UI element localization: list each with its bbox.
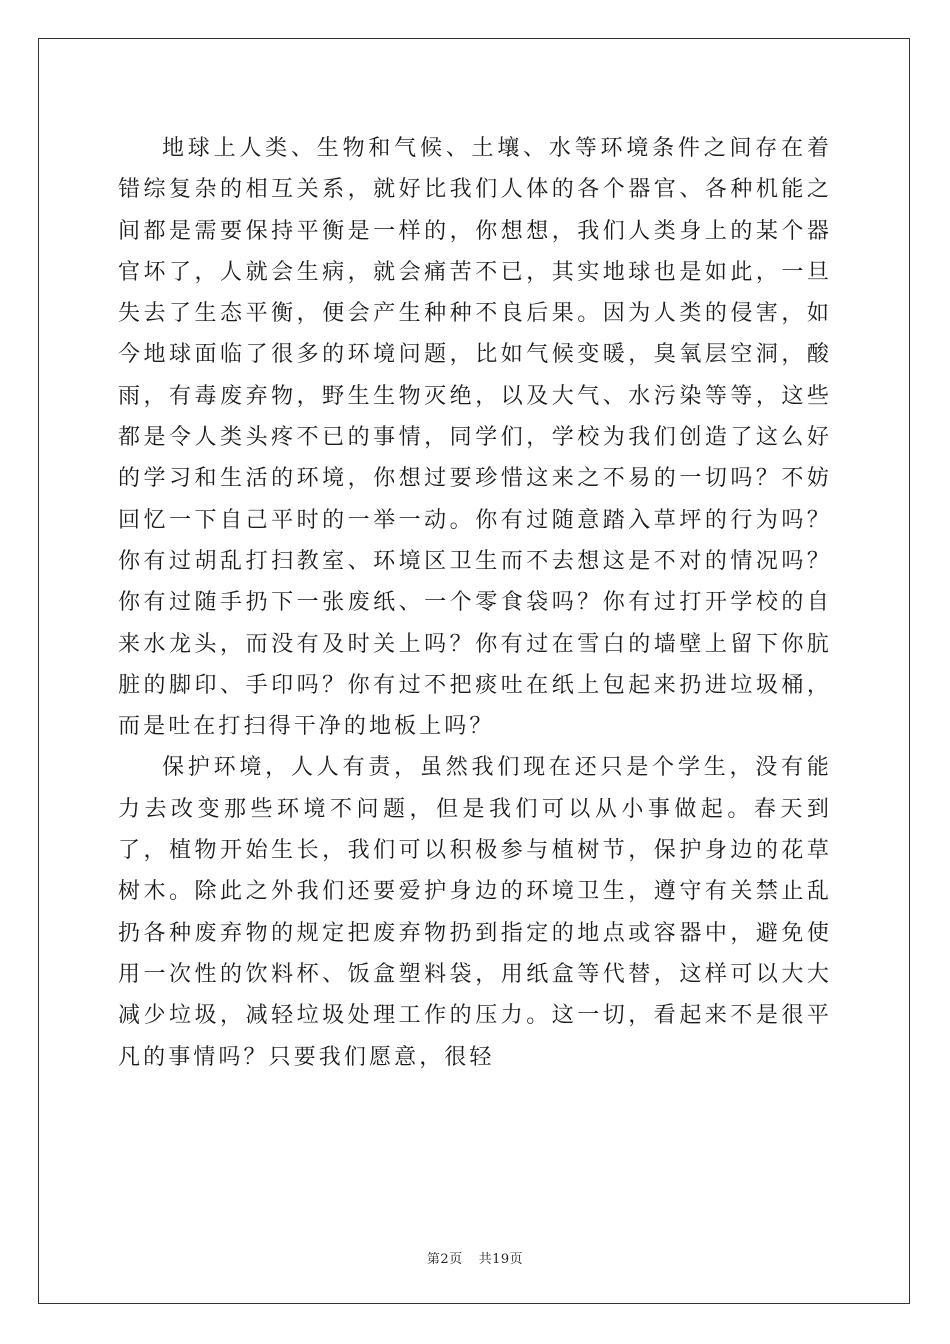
page-footer (0, 1248, 950, 1267)
page-number-total: 共19页 (478, 1252, 524, 1267)
page-number-current: 第2页 (426, 1252, 463, 1267)
document-body (118, 128, 832, 1078)
paragraph-2: 保护环境，人人有责，虽然我们现在还只是个学生，没有能力去改变那些环境不问题，但是我们可以从小事做起。春天到了，植物开始生长，我们可以积极参与植树节，保护身边的花草树木。除此之外我们还要爱护身边的环境卫生，遵守有关禁止乱扔各种废弃物的规定把废弃物扔到指定的地点或容器中，避免使用一次性的饮料杯、饭盒塑料袋，用纸盒等代替，这样可以大大减少垃圾，减轻垃圾处理工作的压力。这一切，看起来不是很平凡的事情吗？只要我们愿意，很轻 (118, 755, 832, 1070)
paragraph-1: 地球上人类、生物和气候、土壤、水等环境条件之间存在着错综复杂的相互关系，就好比我们人体的各个器官、各种机能之间都是需要保持平衡是一样的，你想想，我们人类身上的某个器官坏了，人就会生病，就会痛苦不已，其实地球也是如此，一旦失去了生态平衡，便会产生种种不良后果。因为人类的侵害，如今地球面临了很多的环境问题，比如气候变暖，臭氧层空洞，酸雨，有毒废弃物，野生生物灭绝，以及大气、水污染等等，这些都是令人类头疼不已的事情，同学们，学校为我们创造了这么好的学习和生活的环境，你想过要珍惜这来之不易的一切吗？不妨回忆一下自己平时的一举一动。你有过随意踏入草坪的行为吗？你有过胡乱打扫教室、环境区卫生而不去想这是不对的情况吗？你有过随手扔下一张废纸、一个零食袋吗？你有过打开学校的自来水龙头，而没有及时关上吗？你有过在雪白的墙壁上留下你肮脏的脚印、手印吗？你有过不把痰吐在纸上包起来扔进垃圾桶，而是吐在打扫得干净的地板上吗？ (118, 136, 832, 740)
